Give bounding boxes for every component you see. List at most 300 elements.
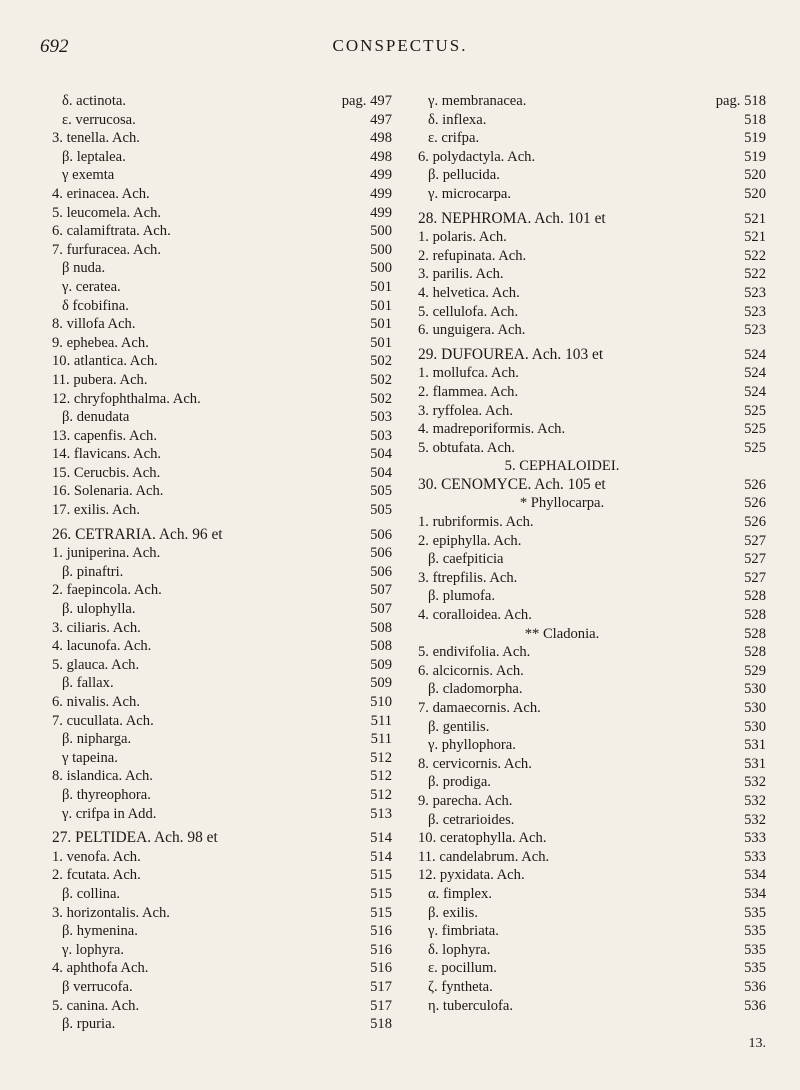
index-entry [52, 600, 392, 619]
index-entry [52, 922, 392, 941]
index-entry [52, 619, 392, 638]
entry-name: γ tapeina. [62, 749, 118, 766]
entry-name: 2. fcutata. Ach. [52, 867, 141, 884]
index-entry [418, 402, 766, 421]
entry-name: 17. exilis. Ach. [52, 502, 140, 519]
index-entry [52, 315, 392, 334]
entry-name: γ. microcarpa. [428, 185, 512, 202]
entry-page: 518 [370, 1016, 392, 1033]
entry-name: 14. flavicans. Ach. [52, 446, 162, 463]
index-entry [52, 259, 392, 278]
entry-name: δ. lophyra. [428, 941, 491, 958]
index-entry [418, 904, 766, 923]
entry-page: 536 [744, 978, 766, 995]
entry-name: 6. alcicornis. Ach. [418, 662, 524, 679]
entry-page: 516 [370, 960, 392, 977]
index-entry [52, 501, 392, 520]
entry-page: 507 [370, 601, 392, 618]
entry-name: 1. mollufca. Ach. [418, 365, 519, 382]
index-entry [52, 959, 392, 978]
entry-name: β verrucofa. [62, 978, 133, 995]
index-entry [418, 364, 766, 383]
entry-page: 531 [744, 737, 766, 754]
entry-page: 521 [744, 210, 766, 227]
entry-name: ε. verrucosa. [62, 111, 136, 128]
entry-name: 3. parilis. Ach. [418, 266, 504, 283]
index-entry [418, 532, 766, 551]
entry-page: 511 [370, 731, 392, 748]
entry-name: 12. pyxidata. Ach. [418, 867, 525, 884]
entry-name: β. plumofa. [428, 588, 496, 605]
index-entry [52, 464, 392, 483]
index-entry [418, 941, 766, 960]
entry-name: β. hymenina. [62, 923, 138, 940]
entry-name: 6. calamiftrata. Ach. [52, 223, 171, 240]
entry-page: 506 [370, 526, 392, 543]
entry-page: 535 [744, 904, 766, 921]
entry-name: 5. endivifolia. Ach. [418, 644, 531, 661]
entry-name: β. cladomorpha. [428, 681, 523, 698]
entry-page: 534 [744, 867, 766, 884]
entry-name: 3. horizontalis. Ach. [52, 904, 170, 921]
genus-heading [418, 210, 766, 229]
entry-name: β. ulophylla. [62, 601, 136, 618]
entry-page: 505 [370, 483, 392, 500]
index-entry [418, 866, 766, 885]
entry-name: 5. cellulofa. Ach. [418, 303, 519, 320]
index-entry [418, 321, 766, 340]
entry-name: 5. CEPHALOIDEI. [504, 458, 620, 475]
entry-page: 516 [370, 923, 392, 940]
entry-page: 530 [744, 681, 766, 698]
entry-page: 503 [370, 427, 392, 444]
index-entry [52, 730, 392, 749]
index-entry [418, 228, 766, 247]
index-entry [418, 606, 766, 625]
entry-name: 30. CENOMYCE. Ach. 105 et [418, 475, 606, 493]
index-entry [418, 662, 766, 681]
entry-page: 508 [370, 638, 392, 655]
index-entry [52, 767, 392, 786]
entry-page: 522 [744, 247, 766, 264]
entry-page: 501 [370, 297, 392, 314]
entry-name: 1. juniperina. Ach. [52, 545, 161, 562]
index-entry [52, 427, 392, 446]
entry-name: 29. DUFOUREA. Ach. 103 et [418, 345, 604, 363]
index-entry [52, 656, 392, 675]
entry-page: 525 [744, 421, 766, 438]
entry-name: 15. Cerucbis. Ach. [52, 464, 161, 481]
index-entry [418, 166, 766, 185]
entry-name: γ. lophyra. [62, 941, 124, 958]
entry-name: 3. ftrepfilis. Ach. [418, 569, 518, 586]
index-entry [52, 581, 392, 600]
entry-name: 3. tenella. Ach. [52, 130, 140, 147]
entry-page: 520 [744, 185, 766, 202]
index-entry [418, 959, 766, 978]
entry-page: 535 [744, 923, 766, 940]
entry-page: 509 [370, 656, 392, 673]
index-entry [52, 637, 392, 656]
entry-name: ζ. fyntheta. [428, 978, 493, 995]
entry-name: 7. cucullata. Ach. [52, 712, 154, 729]
entry-name: γ. crifpa in Add. [62, 805, 157, 822]
entry-page: 517 [370, 997, 392, 1014]
genus-heading [52, 829, 392, 848]
entry-page: 535 [744, 941, 766, 958]
index-entry [418, 792, 766, 811]
entry-page: 513 [370, 805, 392, 822]
index-entry [418, 383, 766, 402]
entry-name: 10. ceratophylla. Ach. [418, 830, 547, 847]
entry-page: 523 [744, 284, 766, 301]
entry-page: 500 [370, 260, 392, 277]
entry-name: 1. venofa. Ach. [52, 848, 141, 865]
entry-name: β. nipharga. [62, 731, 132, 748]
entry-page: 532 [744, 774, 766, 791]
index-entry [52, 166, 392, 185]
entry-page: 498 [370, 130, 392, 147]
entry-page: 528 [744, 588, 766, 605]
entry-page: 506 [370, 563, 392, 580]
entry-page: 525 [744, 439, 766, 456]
entry-page: 501 [370, 278, 392, 295]
entry-name: 1. rubriformis. Ach. [418, 514, 534, 531]
entry-page: 519 [744, 130, 766, 147]
index-entry [418, 643, 766, 662]
entry-name: 11. pubera. Ach. [52, 371, 148, 388]
entry-page: 504 [370, 446, 392, 463]
entry-page: 524 [744, 365, 766, 382]
entry-name: η. tuberculofa. [428, 997, 514, 1014]
entry-name: 5. leucomela. Ach. [52, 204, 162, 221]
entry-name: 7. damaecornis. Ach. [418, 700, 541, 716]
entry-page: 531 [744, 755, 766, 772]
index-entry [52, 544, 392, 563]
index-entry [418, 111, 766, 130]
index-entry [52, 866, 392, 885]
entry-page: 497 [370, 111, 392, 128]
entry-page: 514 [370, 830, 392, 847]
index-entry [418, 885, 766, 904]
entry-page: 504 [370, 464, 392, 481]
entry-page: 535 [744, 960, 766, 977]
entry-page: 529 [744, 662, 766, 679]
entry-page: 522 [744, 266, 766, 283]
entry-name: β. rpuria. [62, 1016, 116, 1033]
index-entry [418, 922, 766, 941]
entry-name: 26. CETRARIA. Ach. 96 et [52, 525, 223, 543]
entry-name: 4. aphthofa Ach. [52, 960, 149, 977]
entry-name: 4. lacunofa. Ach. [52, 638, 152, 655]
entry-page: 530 [744, 700, 766, 716]
entry-name: 12. chryfophthalma. Ach. [52, 390, 201, 407]
page-number: 692 [40, 36, 69, 57]
entry-page: 510 [370, 694, 392, 710]
index-entry [52, 786, 392, 805]
entry-page: 533 [744, 830, 766, 847]
index-entry [52, 885, 392, 904]
index-entry [52, 129, 392, 148]
entry-name: δ. actinota. [62, 93, 127, 109]
index-entry [418, 185, 766, 204]
entry-name: 4. helvetica. Ach. [418, 284, 520, 301]
index-entry [418, 303, 766, 322]
entry-name: 8. cervicornis. Ach. [418, 755, 532, 772]
entry-name: 13. capenfis. Ach. [52, 427, 157, 444]
index-entry [52, 749, 392, 768]
entry-name: β. collina. [62, 885, 121, 902]
index-entry [52, 148, 392, 167]
entry-name: γ exemta [62, 167, 115, 184]
entry-name: ε. pocillum. [428, 960, 497, 977]
entry-page: 533 [744, 848, 766, 865]
entry-name: β. prodiga. [428, 774, 491, 791]
index-entry [418, 773, 766, 792]
entry-page: 512 [370, 768, 392, 785]
index-entry [418, 699, 766, 718]
entry-page: 501 [370, 334, 392, 351]
index-entry [418, 736, 766, 755]
genus-heading [418, 346, 766, 365]
entry-name: 10. atlantica. Ach. [52, 353, 158, 370]
entry-name: β. thyreophora. [62, 786, 151, 803]
index-entry [418, 680, 766, 699]
entry-name: 2. flammea. Ach. [418, 383, 519, 400]
entry-page: 516 [370, 941, 392, 958]
entry-name: 8. islandica. Ach. [52, 768, 153, 785]
entry-name: 8. villofa Ach. [52, 316, 136, 333]
index-entry [52, 445, 392, 464]
index-entry [52, 997, 392, 1016]
index-entry [418, 129, 766, 148]
entry-name: 3. ciliaris. Ach. [52, 619, 141, 636]
index-entry [418, 284, 766, 303]
entry-page: pag. 497 [341, 93, 392, 109]
entry-page: 515 [370, 867, 392, 884]
entry-name: β. pinaftri. [62, 563, 124, 580]
index-entry [52, 674, 392, 693]
entry-page: 527 [744, 569, 766, 586]
index-entry [418, 587, 766, 606]
index-entry [418, 811, 766, 830]
entry-name: β. gentilis. [428, 718, 490, 735]
index-entry [52, 278, 392, 297]
entry-name: 4. madreporiformis. Ach. [418, 421, 566, 438]
index-entry [418, 997, 766, 1016]
index-entry [418, 265, 766, 284]
entry-page: 511 [370, 712, 392, 729]
catchword: 13. [748, 1036, 766, 1051]
right-column [418, 92, 766, 1015]
entry-page: 523 [744, 303, 766, 320]
entry-name: ** Cladonia. [524, 625, 600, 642]
entry-page: 527 [744, 532, 766, 549]
entry-name: γ. fimbriata. [428, 923, 499, 940]
entry-name: 9. ephebea. Ach. [52, 334, 149, 351]
index-entry [52, 848, 392, 867]
entry-name: * Phyllocarpa. [519, 495, 605, 512]
index-entry [52, 482, 392, 501]
entry-page: 536 [744, 997, 766, 1014]
index-entry [52, 92, 392, 111]
index-entry [418, 439, 766, 458]
entry-name: 4. erinacea. Ach. [52, 185, 150, 202]
entry-page: 518 [744, 111, 766, 128]
index-entry [52, 352, 392, 371]
index-entry [52, 390, 392, 409]
index-entry [418, 247, 766, 266]
section-heading [418, 625, 766, 644]
section-heading [418, 457, 766, 476]
entry-page: 534 [744, 885, 766, 902]
index-entry [418, 829, 766, 848]
entry-page: 530 [744, 718, 766, 735]
entry-name: γ. membranacea. [428, 93, 527, 109]
entry-page: 500 [370, 223, 392, 240]
entry-name: β. denudata [62, 409, 130, 426]
entry-page: 525 [744, 402, 766, 419]
entry-page: 502 [370, 371, 392, 388]
entry-page: 501 [370, 316, 392, 333]
entry-name: 9. parecha. Ach. [418, 792, 513, 809]
entry-page: 499 [370, 185, 392, 202]
entry-name: 11. candelabrum. Ach. [418, 848, 550, 865]
index-entry [52, 693, 392, 712]
entry-page: 520 [744, 167, 766, 184]
index-entry [52, 978, 392, 997]
index-entry [52, 185, 392, 204]
index-entry [418, 978, 766, 997]
entry-name: 2. refupinata. Ach. [418, 247, 527, 264]
index-entry [418, 420, 766, 439]
running-title: CONSPECTUS. [332, 36, 468, 55]
entry-page: pag. 518 [715, 93, 766, 109]
entry-page: 505 [370, 502, 392, 519]
index-entry [418, 513, 766, 532]
entry-page: 527 [744, 551, 766, 568]
entry-name: β nuda. [62, 260, 106, 277]
index-entry [418, 569, 766, 588]
entry-page: 508 [370, 619, 392, 636]
entry-name: 6. nivalis. Ach. [52, 694, 140, 710]
entry-page: 515 [370, 904, 392, 921]
entry-page: 517 [370, 978, 392, 995]
index-entry [52, 204, 392, 223]
entry-name: 2. epiphylla. Ach. [418, 532, 522, 549]
entry-page: 499 [370, 204, 392, 221]
genus-heading [52, 526, 392, 545]
index-entry [418, 550, 766, 569]
entry-page: 509 [370, 675, 392, 692]
index-entry [52, 371, 392, 390]
index-entry [52, 805, 392, 824]
entry-name: δ fcobifina. [62, 297, 129, 314]
index-entry [418, 718, 766, 737]
index-entry [52, 111, 392, 130]
entry-name: 6. polydactyla. Ach. [418, 148, 536, 165]
entry-name: β. pellucida. [428, 167, 500, 184]
entry-page: 512 [370, 749, 392, 766]
index-entry [418, 92, 766, 111]
entry-name: β. fallax. [62, 675, 114, 692]
entry-name: 4. coralloidea. Ach. [418, 607, 532, 624]
entry-page: 503 [370, 409, 392, 426]
entry-page: 512 [370, 786, 392, 803]
entry-name: 6. unguigera. Ach. [418, 322, 526, 339]
index-entry [52, 941, 392, 960]
entry-name: β. exilis. [428, 904, 478, 921]
entry-page: 507 [370, 582, 392, 599]
entry-page: 506 [370, 545, 392, 562]
entry-name: 5. glauca. Ach. [52, 656, 140, 673]
entry-page: 502 [370, 353, 392, 370]
entry-page: 519 [744, 148, 766, 165]
index-entry [52, 222, 392, 241]
entry-name: 2. faepincola. Ach. [52, 582, 162, 599]
entry-page: 521 [744, 229, 766, 246]
entry-page: 515 [370, 885, 392, 902]
index-entry [418, 848, 766, 867]
entry-page: 526 [744, 476, 766, 493]
index-entry [418, 148, 766, 167]
entry-name: 7. furfuracea. Ach. [52, 241, 161, 258]
entry-page: 502 [370, 390, 392, 407]
index-entry [418, 755, 766, 774]
entry-name: α. fimplex. [428, 885, 492, 902]
entry-page: 498 [370, 148, 392, 165]
entry-page: 500 [370, 241, 392, 258]
entry-name: δ. inflexa. [428, 111, 487, 128]
index-entry [52, 712, 392, 731]
entry-page: 523 [744, 322, 766, 339]
entry-page: 532 [744, 811, 766, 828]
index-entry [52, 408, 392, 427]
index-entry [52, 334, 392, 353]
entry-page: 524 [744, 346, 766, 363]
entry-page: 524 [744, 383, 766, 400]
index-entry [52, 563, 392, 582]
entry-name: γ. ceratea. [62, 278, 121, 295]
entry-page: 526 [744, 495, 766, 512]
entry-page: 528 [744, 625, 766, 642]
entry-name: β. caefpiticia [428, 551, 504, 568]
entry-name: ε. crifpa. [428, 130, 480, 147]
section-heading [418, 494, 766, 513]
left-column [52, 92, 392, 1034]
entry-name: 3. ryffolea. Ach. [418, 402, 513, 419]
entry-page: 514 [370, 848, 392, 865]
entry-name: β. leptalea. [62, 148, 126, 165]
entry-name: 5. canina. Ach. [52, 997, 140, 1014]
entry-page: 528 [744, 644, 766, 661]
page-header [40, 36, 760, 66]
entry-name: 28. NEPHROMA. Ach. 101 et [418, 209, 606, 227]
entry-page: 528 [744, 607, 766, 624]
entry-name: 16. Solenaria. Ach. [52, 483, 164, 500]
index-entry [52, 241, 392, 260]
entry-name: 1. polaris. Ach. [418, 229, 507, 246]
index-entry [52, 904, 392, 923]
index-entry [52, 297, 392, 316]
genus-heading [418, 476, 766, 495]
index-entry [52, 1015, 392, 1034]
entry-name: 27. PELTIDEA. Ach. 98 et [52, 829, 218, 847]
entry-name: 5. obtufata. Ach. [418, 439, 515, 456]
entry-name: γ. phyllophora. [428, 737, 516, 754]
entry-page: 526 [744, 514, 766, 531]
entry-page: 532 [744, 792, 766, 809]
